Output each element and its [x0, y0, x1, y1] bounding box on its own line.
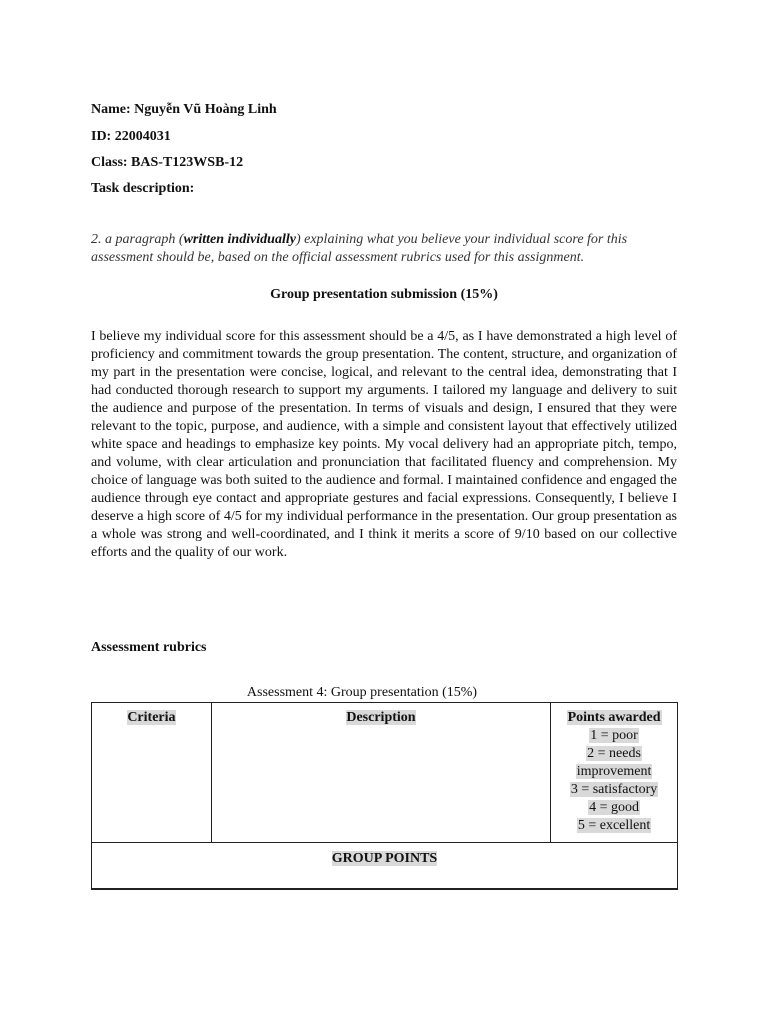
- group-points-row: [92, 843, 678, 890]
- task-description-label: Task description:: [91, 181, 195, 196]
- points-scale-item: 5 = excellent: [577, 818, 651, 833]
- table-caption: Assessment 4: Group presentation (15%): [246, 685, 478, 700]
- points-scale-item: improvement: [576, 764, 652, 779]
- points-scale-item: 3 = satisfactory: [570, 782, 658, 797]
- criteria-header: [92, 703, 212, 843]
- points-scale-item: 1 = poor: [590, 728, 638, 743]
- points-scale-item: 2 = needs: [587, 746, 641, 761]
- points-header: [551, 703, 678, 843]
- criteria-header-label: Criteria: [127, 710, 176, 725]
- points-scale-item: 4 = good: [589, 800, 639, 815]
- description-header: [211, 703, 550, 843]
- self-assessment-paragraph: I believe my individual score for this assessment should be a 4/5, as I have demonstrated a high level of proficiency and commitment towards the group presentation. The content, structure, and organization of my part in the presentation were concise, logical, and relevant to the central idea, demonstrating that I had conducted thorough research to support my arguments. I tailored my language and delivery to suit the audience and purpose of the presentation. In terms of visuals and design, I ensured that they were relevant to the topic, purpose, and audience, with a simple and consistent layout that effectively utilized white space and headings to emphasize key points. My vocal delivery had an appropriate pitch, tempo, and volume, with clear articulation and pronunciation that facilitated fluency and comprehension. My choice of language was both suited to the audience and formal. I maintained confidence and engaged the audience through eye contact and appropriate gestures and facial expressions. Consequently, I believe I deserve a high score of 4/5 for my individual performance in the presentation. Our group presentation as a whole was strong and well-coordinated, and I think it merits a score of 9/10 based on our collective efforts and the quality of our work.: [91, 329, 677, 560]
- student-id: ID: 22004031: [91, 129, 171, 144]
- task-prefix: 2. a paragraph (: [91, 232, 184, 247]
- points-header-label: Points awarded: [567, 710, 661, 725]
- submission-heading: Group presentation submission (15%): [270, 287, 498, 302]
- task-suffix: ) explaining what you believe your individual score for this assessment should be, based on the official assessment rubrics used for this assignment.: [91, 232, 628, 265]
- rubrics-heading: Assessment rubrics: [91, 640, 207, 655]
- rubric-table: [91, 702, 678, 890]
- group-points-label: GROUP POINTS: [331, 851, 438, 866]
- task-description-text: [91, 231, 681, 267]
- table-header-row: [92, 703, 678, 843]
- description-header-label: Description: [346, 710, 416, 725]
- student-name: Name: Nguyễn Vũ Hoàng Linh: [91, 102, 277, 117]
- student-class: Class: BAS-T123WSB-12: [91, 155, 244, 170]
- task-emphasis: written individually: [183, 232, 296, 247]
- group-points-cell: [92, 843, 678, 890]
